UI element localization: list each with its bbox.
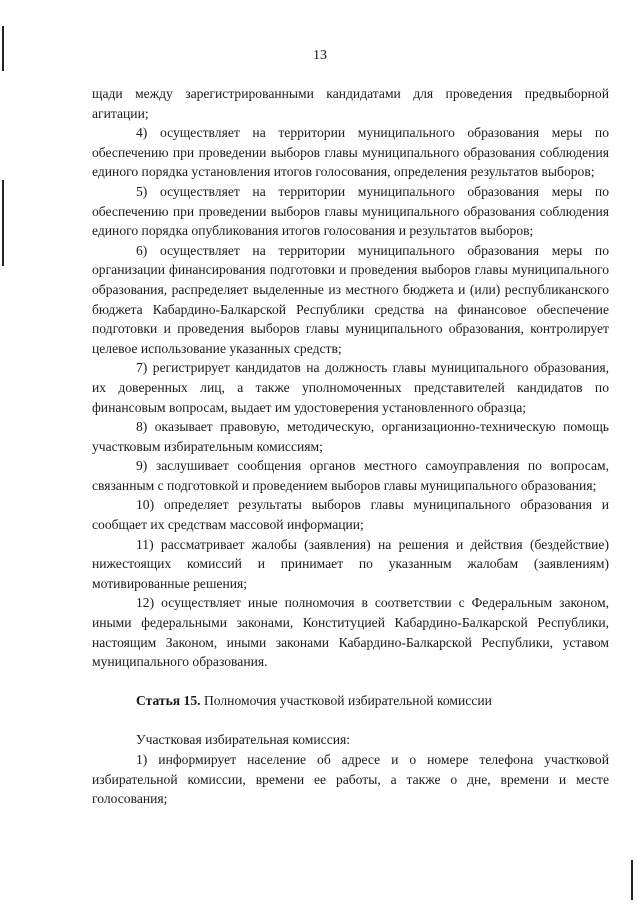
paragraph: 12) осуществляет иные полномочия в соответствии с Федеральным законом, иными федеральными законами, Конституцией Кабардино-Балкарской Республики, настоящим Законом, иными законами Кабардино-Балкарской Республики, уставом муниципального образования. xyxy=(92,595,609,670)
paragraph: 5) осуществляет на территории муниципального образования меры по обеспечению при проведении выборов главы муниципального образования соблюдения единого порядка опубликования итогов голосования и результатов выборов; xyxy=(92,183,609,239)
paragraph: 4) осуществляет на территории муниципального образования меры по обеспечению при проведении выборов главы муниципального образования соблюдения единого порядка установления итогов голосования, определения результатов выборов; xyxy=(92,125,609,180)
page-number: 13 xyxy=(313,48,327,63)
paragraph: щади между зарегистрированными кандидатами для проведения предвыборной агитации; xyxy=(92,86,609,121)
paragraph: 6) осуществляет на территории муниципального образования меры по организации финансирования подготовки и проведения выборов главы муниципального образования, распределяет выделенные из местного бюджета и (или) республиканского бюджета Кабардино-Балкарской Республики средства на финансовое обеспечение подготовки и проведения выборов главы муниципального образования, контролирует целевое использование указанных средств; xyxy=(92,242,609,356)
paragraph: 1) информирует население об адресе и о номере телефона участковой избирательной комиссии, времени ее работы, а также о дне, времени и месте голосования; xyxy=(92,752,609,807)
document-body xyxy=(92,84,609,809)
paragraph: 11) рассматривает жалобы (заявления) на решения и действия (бездействие) нижестоящих комиссий и принимает по указанным жалобам (заявлениям) мотивированные решения; xyxy=(92,536,609,591)
paragraph: 7) регистрирует кандидатов на должность главы муниципального образования, их доверенных лиц, а также уполномоченных представителей кандидатов по финансовым вопросам, выдает им удостоверения установленного образца; xyxy=(92,360,609,415)
scan-mark-left-middle xyxy=(2,180,4,266)
paragraph-group-before xyxy=(92,84,609,672)
scan-mark-right-bottom xyxy=(631,860,633,900)
paragraph-group-after xyxy=(92,730,609,808)
article-number: Статья 15. xyxy=(136,692,201,708)
article-title: Полномочия участковой избирательной комиссии xyxy=(203,692,492,708)
paragraph: 10) определяет результаты выборов главы муниципального образования и сообщает их средствам массовой информации; xyxy=(92,497,609,533)
paragraph: Участковая избирательная комиссия: xyxy=(136,732,351,748)
article-heading xyxy=(92,691,609,711)
paragraph: 8) оказывает правовую, методическую, организационно-техническую помощь участковым избирательным комиссиям; xyxy=(92,419,609,454)
paragraph: 9) заслушивает сообщения органов местного самоуправления по вопросам, связанным с подготовкой и проведением выборов главы муниципального образования; xyxy=(92,458,609,493)
